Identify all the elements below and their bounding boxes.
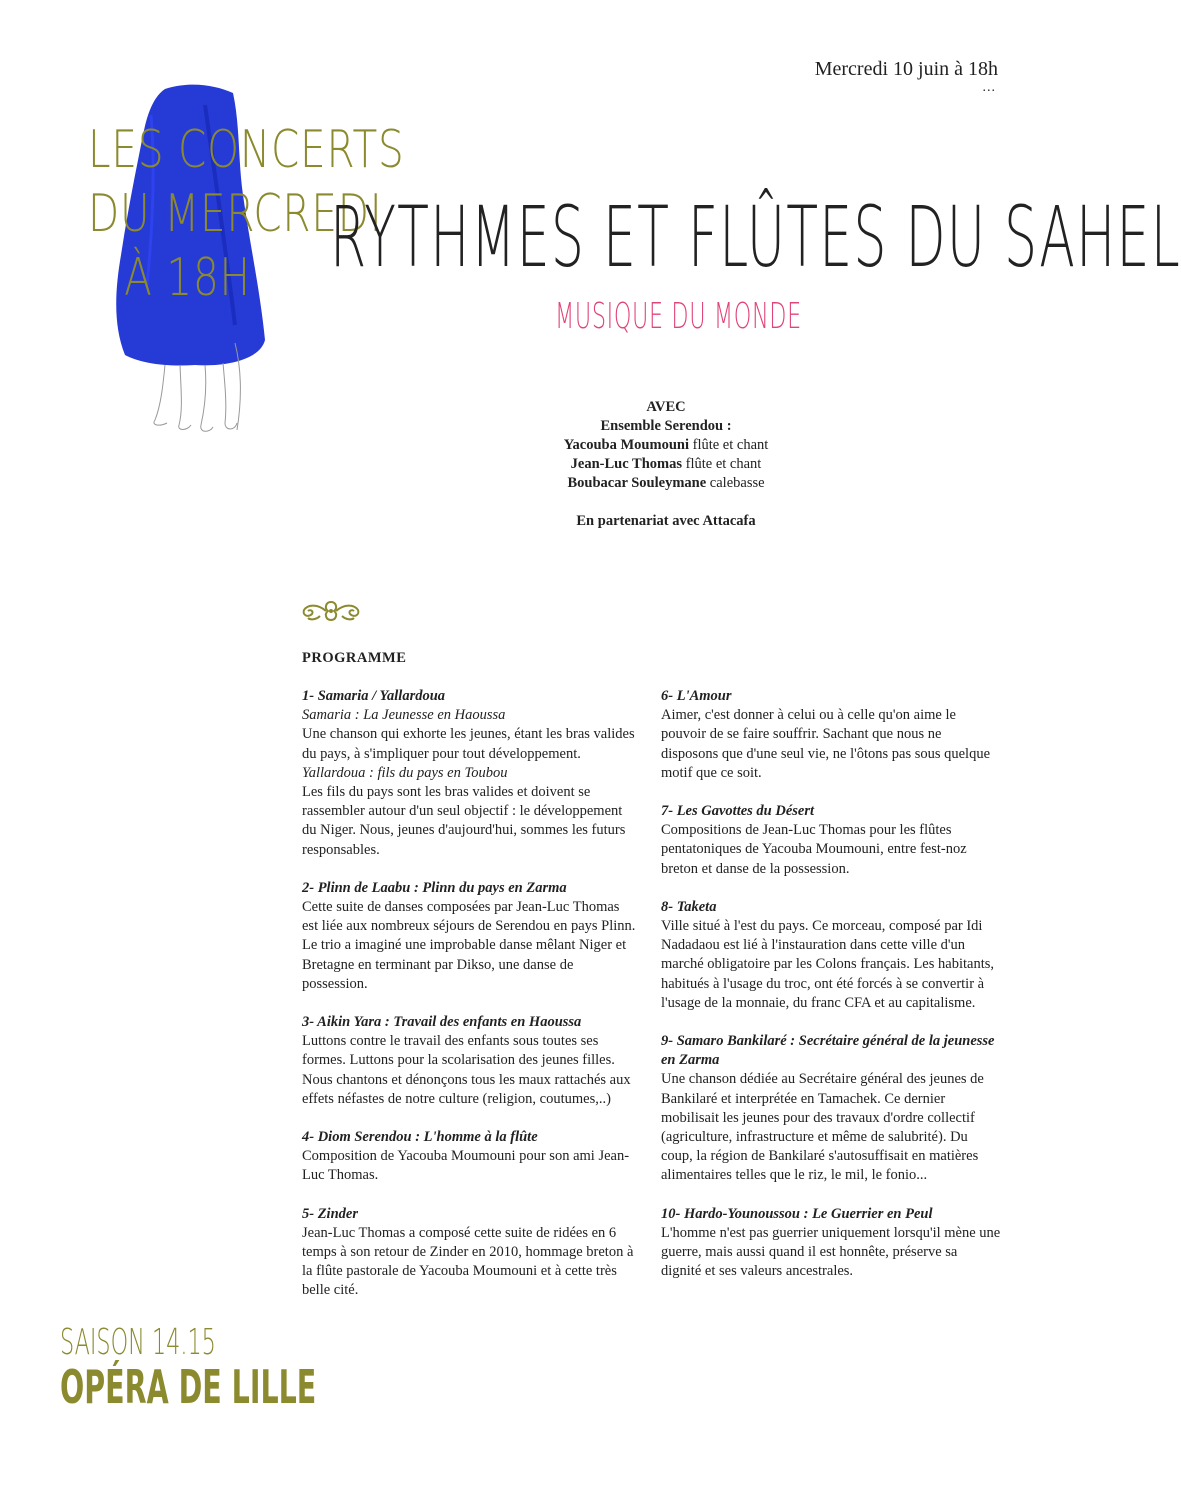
programme-item-title: 9- Samaro Bankilaré : Secrétaire général de la jeunesse en Zarma bbox=[661, 1033, 995, 1069]
programme-item bbox=[661, 1032, 1001, 1186]
concert-subtitle: MUSIQUE DU MONDE bbox=[555, 296, 802, 337]
programme-item bbox=[302, 1205, 637, 1301]
concert-title: RYTHMES ET FLÛTES DU SAHEL bbox=[330, 188, 1181, 286]
season-label: SAISON 14.15 bbox=[60, 1322, 216, 1363]
series-line-1: LES CONCERTS bbox=[88, 120, 405, 180]
ensemble-name: Ensemble Serendou : bbox=[600, 418, 732, 434]
programme-item-title: 3- Aikin Yara : Travail des enfants en Haoussa bbox=[302, 1014, 582, 1031]
programme-item-title: 4- Diom Serendou : L'homme à la flûte bbox=[302, 1129, 538, 1146]
programme-item bbox=[302, 879, 637, 994]
programme-item-title: 2- Plinn de Laabu : Plinn du pays en Zarma bbox=[302, 879, 567, 896]
programme-item-text: Composition de Yacouba Moumouni pour son ami Jean-Luc Thomas. bbox=[302, 1148, 630, 1184]
programme-item-title: 1- Samaria / Yallardoua bbox=[302, 688, 446, 704]
programme-item-subtitle: Yallardoua : fils du pays en Toubou bbox=[302, 764, 508, 781]
ornament-icon bbox=[300, 598, 362, 624]
programme-item-title: 10- Hardo-Younoussou : Le Guerrier en Peul bbox=[661, 1205, 933, 1222]
programme-item-text: Les fils du pays sont les bras valides et doivent se rassembler autour d'un seul objectif : le développement du Niger. Nous, jeunes d'aujourd'hui, sommes les futurs responsables. bbox=[302, 784, 626, 858]
programme-column-left bbox=[302, 687, 637, 1320]
series-line-3: À 18H bbox=[124, 248, 251, 308]
performer-row: Jean-Luc Thomas flûte et chant bbox=[570, 456, 762, 472]
programme-item-text: Une chanson qui exhorte les jeunes, étant les bras valides du pays, à s'impliquer pour tout développement. bbox=[302, 726, 635, 762]
programme-item bbox=[302, 687, 637, 860]
programme-item-subtitle: Samaria : La Jeunesse en Haoussa bbox=[302, 707, 506, 724]
partner-line: En partenariat avec Attacafa bbox=[576, 513, 756, 529]
opera-logo: OPÉRA DE LILLE bbox=[60, 1360, 317, 1414]
programme-item bbox=[661, 1205, 1001, 1282]
date-dots: ... bbox=[982, 80, 996, 95]
programme-item-text: Compositions de Jean-Luc Thomas pour les flûtes pentatoniques de Yacouba Moumouni, entre fest-noz breton et danse de la possession. bbox=[661, 822, 967, 877]
programme-item-text: Jean-Luc Thomas a composé cette suite de ridées en 6 temps à son retour de Zinder en 2010, hommage breton à la flûte pastorale de Yacouba Moumouni et à cette très belle cité. bbox=[302, 1224, 634, 1299]
event-date: Mercredi 10 juin à 18h bbox=[814, 58, 998, 80]
programme-item-text: Cette suite de danses composées par Jean-Luc Thomas est liée aux nombreux séjours de Serendou en pays Plinn. Le trio a imaginé une improbable danse mêlant Niger et Bretagne en terminant par Dikso, une danse de possession. bbox=[302, 899, 636, 992]
programme-item-text: Ville situé à l'est du pays. Ce morceau, composé par Idi Nadadaou est lié à l'instauration dans cette ville d'un marché obligatoire par les Colons français. Les habitants, habitués à l'usage du troc, ont été forcés à se convertir à l'usage de la monnaie, du franc CFA et au capitalisme. bbox=[661, 918, 994, 1011]
programme-item bbox=[661, 687, 1001, 783]
performer-row: Boubacar Souleymane calebasse bbox=[567, 475, 765, 491]
series-line-2: DU MERCREDI bbox=[88, 184, 383, 244]
programme-heading: PROGRAMME bbox=[302, 650, 407, 666]
programme-item bbox=[302, 1013, 637, 1109]
programme-item-text: Une chanson dédiée au Secrétaire général des jeunes de Bankilaré et interprétée en Tamachek. Ce dernier mobilisait les jeunes pour des travaux d'ordre collectif (agriculture, infrastructure et même de salubrité). Du coup, la région de Bankilaré s'autosuffisait en matières alimentaires telles que le riz, le mil, le fonio... bbox=[661, 1071, 984, 1184]
performer-row: Yacouba Moumouni flûte et chant bbox=[563, 437, 769, 453]
programme-item bbox=[661, 898, 1001, 1013]
programme-item-text: L'homme n'est pas guerrier uniquement lorsqu'il mène une guerre, mais aussi quand il est honnête, préserve sa dignité et ses valeurs ancestrales. bbox=[661, 1224, 1001, 1280]
programme-item-text: Aimer, c'est donner à celui ou à celle qu'on aime le pouvoir de se faire souffrir. Sachant que nous ne disposons que d'une seul vie, ne l'ôtons pas sous quelque motif que ce soit. bbox=[661, 707, 991, 781]
avec-label: AVEC bbox=[646, 399, 686, 415]
credits-block bbox=[470, 398, 862, 531]
programme-column-right bbox=[661, 687, 1001, 1300]
programme-item bbox=[661, 802, 1001, 879]
programme-item bbox=[302, 1128, 637, 1186]
programme-item-title: 7- Les Gavottes du Désert bbox=[661, 803, 815, 820]
programme-item-title: 8- Taketa bbox=[661, 898, 717, 915]
concert-series-label bbox=[88, 118, 405, 310]
programme-item-text: Luttons contre le travail des enfants sous toutes ses formes. Luttons pour la scolarisation des jeunes filles. Nous chantons et dénonçons tous les maux rattachés aux effets néfastes de notre culture (religion, coutumes,..) bbox=[302, 1033, 631, 1107]
programme-item-title: 5- Zinder bbox=[302, 1205, 358, 1222]
programme-item-title: 6- L'Amour bbox=[661, 688, 732, 704]
